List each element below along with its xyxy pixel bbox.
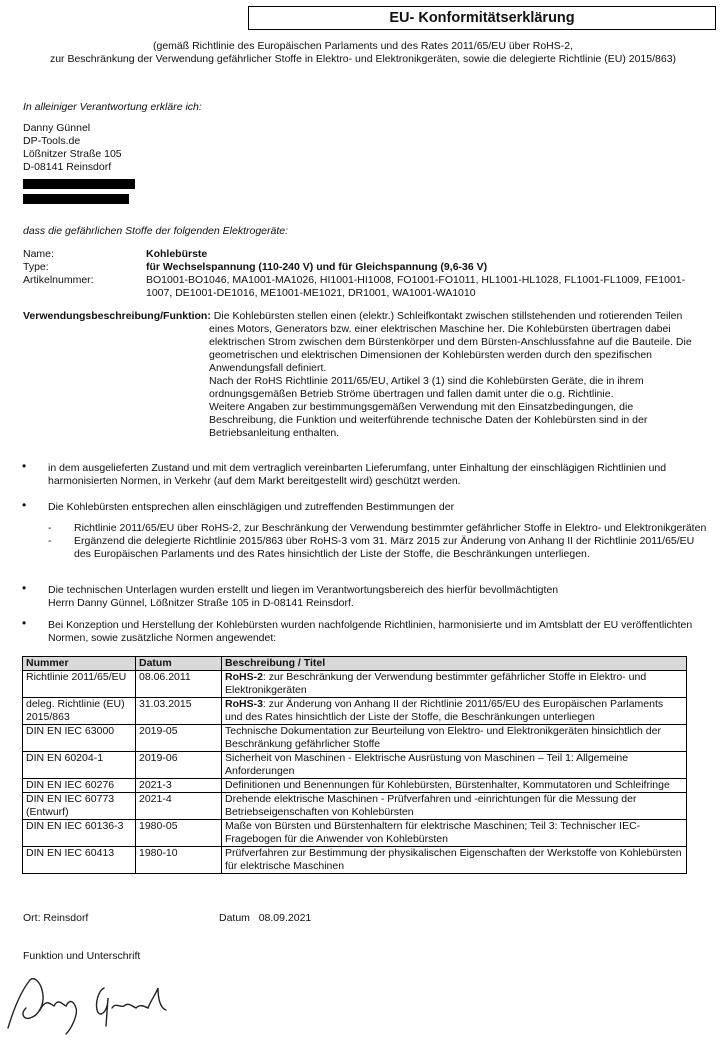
cell-number: DIN EN IEC 60136-3 (23, 820, 136, 847)
cell-description-text: : zur Änderung von Anhang II der Richtlinie 2011/65/EU des Europäischen Parlaments und des Rates hinsichtlich der Liste der Stoffe, die Beschränkungen unterliegen (225, 698, 664, 723)
cell-number: DIN EN 60204-1 (23, 752, 136, 779)
cell-date: 2019-05 (136, 725, 222, 752)
cell-date: 2021-3 (136, 779, 222, 793)
cell-description-text: Technische Dokumentation zur Beurteilung von Elektro- und Elektronikgeräten hinsichtlich der Beschränkung gefährlicher Stoffe (225, 725, 661, 750)
address-street: Lößnitzer Straße 105 (23, 148, 122, 160)
cell-date: 2019-06 (136, 752, 222, 779)
place: Ort: Reinsdorf (23, 912, 89, 924)
standards-table (22, 656, 687, 874)
cell-description-text: : zur Beschränkung der Verwendung bestimmter gefährlicher Stoffe in Elektro- und Elektronikgeräten (225, 671, 647, 696)
handwritten-signature (0, 968, 200, 1038)
bullet-icon: • (22, 581, 27, 595)
date-label: Datum (219, 912, 250, 924)
bullet-line: in dem ausgelieferten Zustand und mit dem vertraglich vereinbarten Lieferumfang, unter Einhaltung der einschlägigen Richtlinien und (48, 462, 667, 474)
table-row (23, 847, 687, 874)
usage-label: Verwendungsbeschreibung/Funktion: (23, 310, 211, 322)
table-header-row (23, 657, 687, 671)
redaction-bar (23, 194, 129, 204)
cell-description (222, 847, 687, 874)
table-body (23, 671, 687, 874)
cell-description (222, 698, 687, 725)
cell-description-bold: RoHS-3 (225, 698, 263, 710)
cell-description-text: Sicherheit von Maschinen - Elektrische Ausrüstung von Maschinen – Teil 1: Allgemeine Anforderungen (225, 752, 629, 777)
article-number-value (146, 274, 685, 300)
bullet-line: Normen, sowie zusätzliche Normen angewendet: (48, 632, 277, 644)
intro-line-1: (gemäß Richtlinie des Europäischen Parlaments und des Rates 2011/65/EU über RoHS-2, (152, 40, 574, 52)
date-value: 08.09.2021 (258, 912, 312, 924)
address-city: D-08141 Reinsdorf (23, 161, 112, 173)
substances-line: dass die gefährlichen Stoffe der folgenden Elektrogeräte: (23, 225, 289, 237)
column-header-date: Datum (136, 657, 222, 671)
product-name-label: Name: (23, 248, 54, 260)
bullet-line: Bei Konzeption und Herstellung der Kohlebürsten wurden nachfolgende Richtlinien, harmonisierte und im Amtsblatt der EU veröffentlichten (48, 619, 693, 631)
bullet-icon: • (22, 616, 27, 630)
date-field (219, 912, 311, 925)
bullet-technical-docs (48, 584, 558, 610)
cell-description (222, 793, 687, 820)
address-company: DP-Tools.de (23, 135, 81, 147)
article-line: 1007, DE1001-DE1016, ME1001-ME1021, DR1001, WA1001-WA1010 (146, 287, 476, 299)
usage-line: Weitere Angaben zur bestimmungsgemäßen Verwendung mit den Einsatzbedingungen, die (209, 401, 634, 413)
dash-line: des Europäischen Parlaments und des Rates hinsichtlich der Liste der Stoffe, die Beschränkungen unterliegen. (74, 548, 590, 560)
usage-body (23, 323, 703, 440)
bullet-compliance: Die Kohlebürsten entsprechen allen einschlägigen und zutreffenden Bestimmungen der (48, 501, 455, 513)
usage-first-line: Die Kohlebürsten stellen einen (elektr.) Schleifkontakt zwischen stillstehenden und rotierenden Teilen (213, 310, 683, 322)
cell-description (222, 752, 687, 779)
responsibility-line: In alleiniger Verantwortung erkläre ich: (23, 101, 202, 113)
product-name-value: Kohlebürste (146, 248, 208, 260)
cell-number: Richtlinie 2011/65/EU (23, 671, 136, 698)
cell-number: deleg. Richtlinie (EU) 2015/863 (23, 698, 136, 725)
product-type-label: Type: (23, 261, 49, 273)
usage-line: eines Motors, Generators bzw. einer elektrischen Maschine her. Die Kohlebürsten übertragen dabei (209, 323, 671, 335)
dash-icon: - (48, 535, 52, 547)
product-type-value: für Wechselspannung (110-240 V) und für Gleichspannung (9,6-36 V) (146, 261, 488, 273)
cell-number: DIN EN IEC 60773 (Entwurf) (23, 793, 136, 820)
cell-description-text: Prüfverfahren zur Bestimmung der physikalischen Eigenschaften der Werkstoffe von Kohlebürsten für elektrische Maschinen (225, 847, 682, 872)
cell-description (222, 820, 687, 847)
table-row (23, 752, 687, 779)
column-header-number: Nummer (23, 657, 136, 671)
article-line: BO1001-BO1046, MA1001-MA1026, HI1001-HI1008, FO1001-FO1011, HL1001-HL1028, FL1001-FL1009, FE1001- (146, 274, 686, 286)
dash-rohs2: Richtlinie 2011/65/EU über RoHS-2, zur Beschränkung der Verwendung bestimmter gefährlicher Stoffe in Elektro- und Elektronikgeräten (74, 522, 707, 534)
cell-date: 31.03.2015 (136, 698, 222, 725)
usage-line: Nach der RoHS Richtlinie 2011/65/EU, Artikel 3 (1) sind die Kohlebürsten Geräte, die in ihrem (209, 375, 644, 387)
address-name: Danny Günnel (23, 122, 91, 134)
cell-description (222, 725, 687, 752)
bullet-line: Herrn Danny Günnel, Lößnitzer Straße 105 in D-08141 Reinsdorf. (48, 597, 354, 609)
address-block (23, 122, 122, 174)
usage-line: geometrischen und elektrischen Dimensionen der Kohlebürsten werden durch den spezifischen (209, 349, 653, 361)
bullet-icon: • (22, 459, 27, 473)
cell-description-text: Maße von Bürsten und Bürstenhaltern für elektrische Maschinen; Teil 3: Technischer IEC-Fragebogen für die Anwender von Kohlebürsten (225, 820, 641, 845)
bullet-delivery-state (48, 462, 666, 488)
intro-line-2: zur Beschränkung der Verwendung gefährlicher Stoffe in Elektro- und Elektronikgeräten, sowie die delegierte Richtlinie (EU) 2015/863) (49, 53, 677, 65)
cell-description (222, 671, 687, 698)
function-signature-label: Funktion und Unterschrift (23, 950, 141, 962)
article-number-label: Artikelnummer: (23, 274, 94, 286)
dash-icon: - (48, 522, 52, 534)
cell-number: DIN EN IEC 60276 (23, 779, 136, 793)
usage-line: ordnungsgemäßen Betrieb Ströme übertragen und fallen damit unter die o.g. Richtlinie. (209, 388, 614, 400)
cell-description-text: Drehende elektrische Maschinen - Prüfverfahren und -einrichtungen für die Messung der Betriebseigenschaften von Kohlebürsten (225, 793, 637, 818)
usage-line: Anwendungsfall definiert. (209, 362, 327, 374)
cell-description (222, 779, 687, 793)
bullet-line: harmonisierten Normen, in Verkehr (auf dem Markt bereitgestellt wird) geschützt werden. (48, 475, 461, 487)
usage-line: Betriebsanleitung enthalten. (209, 427, 340, 439)
intro (10, 40, 716, 66)
cell-number: DIN EN IEC 63000 (23, 725, 136, 752)
usage-description (23, 310, 703, 440)
dash-rohs3 (74, 535, 694, 561)
table-row (23, 671, 687, 698)
bullet-line: Die technischen Unterlagen wurden erstellt und liegen im Verantwortungsbereich des hierfür bevollmächtigten (48, 584, 559, 596)
cell-description-bold: RoHS-2 (225, 671, 263, 683)
column-header-description: Beschreibung / Titel (222, 657, 687, 671)
cell-date: 08.06.2011 (136, 671, 222, 698)
table-row (23, 779, 687, 793)
bullet-icon: • (22, 498, 27, 512)
cell-date: 2021-4 (136, 793, 222, 820)
table-row (23, 698, 687, 725)
table-row (23, 793, 687, 820)
document-title: EU- Konformitätserklärung (248, 6, 716, 30)
cell-description-text: Definitionen und Benennungen für Kohlebürsten, Bürstenhalter, Kommutatoren und Schleifringe (225, 779, 670, 791)
cell-date: 1980-05 (136, 820, 222, 847)
cell-date: 1980-10 (136, 847, 222, 874)
usage-line: Beschreibung, die Funktion und weiterführende technische Daten der Kohlebürsten sind in der (209, 414, 648, 426)
table-row (23, 725, 687, 752)
table-row (23, 820, 687, 847)
cell-number: DIN EN IEC 60413 (23, 847, 136, 874)
bullet-standards-intro (48, 619, 692, 645)
redaction-bar (23, 179, 135, 189)
usage-line: elektrischen Strom zwischen dem Bürstenkörper und dem Bürsten-Anschlussfahne auf die Bauteile. Die (209, 336, 692, 348)
dash-line: Ergänzend die delegierte Richtlinie 2015/863 über RoHS-3 vom 31. März 2015 zur Änderung von Anhang II der Richtlinie 2011/65/EU (74, 535, 695, 547)
